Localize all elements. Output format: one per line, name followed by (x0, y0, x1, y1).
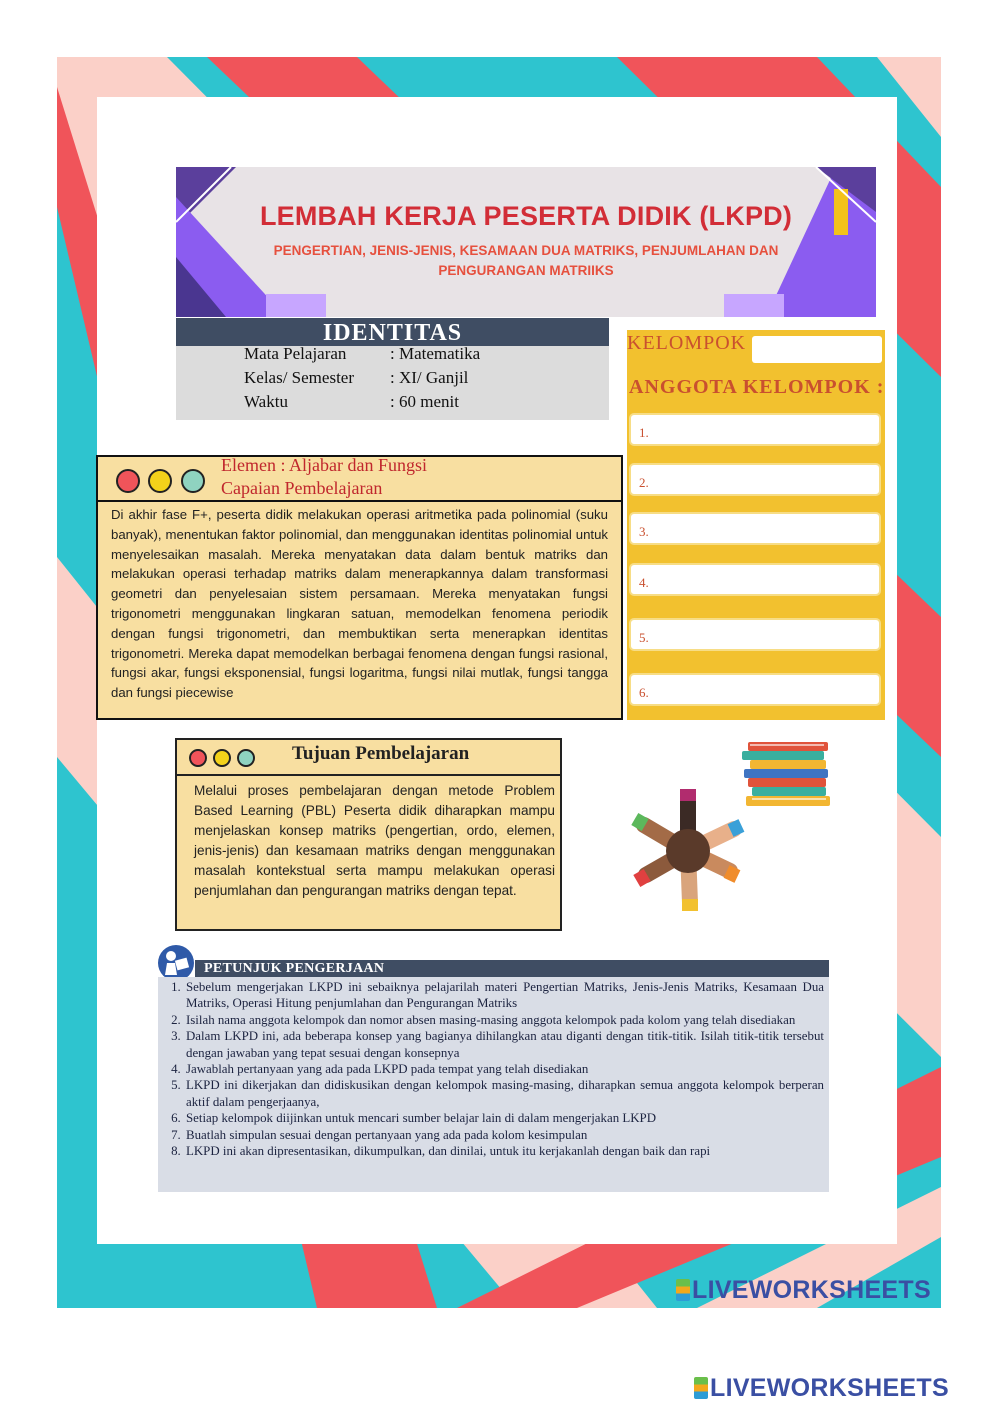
identitas-table (176, 346, 609, 420)
anggota-input-6[interactable]: 6. (629, 673, 881, 706)
tujuan-header (175, 738, 562, 776)
anggota-input-1[interactable]: 1. (629, 413, 881, 446)
red-dot-icon (189, 749, 207, 767)
teamwork-hands-icon (630, 785, 750, 913)
reading-person-icon (158, 945, 194, 981)
petunjuk-item: 8. LKPD ini akan dipresentasikan, dikumpulkan, dan dinilai, untuk itu kerjakanlah dengan baik dan rapi (184, 1143, 824, 1159)
petunjuk-body (158, 977, 829, 1192)
anggota-input-3[interactable]: 3. (629, 512, 881, 545)
subtitle-line-1: PENGERTIAN, JENIS-JENIS, KESAMAAN DUA MATRIKS, PENJUMLAHAN DAN (273, 243, 779, 258)
petunjuk-item: 7. Buatlah simpulan sesuai dengan pertanyaan yang ada pada kolom kesimpulan (184, 1127, 824, 1143)
anggota-input-2[interactable]: 2. (629, 463, 881, 496)
logo-text: LIVEWORKSHEETS (692, 1276, 931, 1304)
identitas-value: Matematika (398, 344, 481, 363)
petunjuk-header (195, 960, 829, 977)
petunjuk-item: 2. Isilah nama anggota kelompok dan nomor absen masing-masing anggota kelompok pada kolom yang telah disediakan (184, 1012, 824, 1028)
books-icon (738, 740, 834, 810)
petunjuk-list (158, 979, 824, 1159)
elemen-label: Elemen : Aljabar dan Fungsi (221, 455, 427, 475)
liveworksheets-logo-footer[interactable] (694, 1374, 949, 1403)
petunjuk-item: 5. LKPD ini dikerjakan dan didiskusikan dengan kelompok masing-masing, diharapkan semua anggota kelompok berperan aktif dalam pengerjaanya, (184, 1077, 824, 1110)
logo-text: LIVEWORKSHEETS (710, 1374, 949, 1402)
identitas-key: Waktu (244, 392, 288, 411)
kelompok-label: KELOMPOK (627, 332, 747, 354)
yellow-dot-icon (213, 749, 231, 767)
identitas-heading: IDENTITAS (176, 318, 609, 346)
identitas-row-subject (244, 344, 480, 364)
header-banner (176, 167, 876, 317)
identitas-sep: : (390, 368, 395, 387)
liveworksheets-logo-inner (676, 1276, 931, 1305)
petunjuk-item: 6. Setiap kelompok diijinkan untuk mencari sumber belajar lain di dalam mengerjakan LKPD (184, 1110, 824, 1126)
anggota-input-5[interactable]: 5. (629, 618, 881, 651)
identitas-key: Mata Pelajaran (244, 344, 347, 363)
capaian-header (96, 455, 623, 502)
identitas-value: XI/ Ganjil (398, 368, 469, 387)
yellow-dot-icon (148, 469, 172, 493)
reading-person-glyph (158, 945, 194, 981)
kelompok-panel (627, 330, 885, 720)
petunjuk-item: 1. Sebelum mengerjakan LKPD ini sebaiknya pelajarilah materi Pengertian Matriks, Jenis-Jenis Matriks, Kesamaan Dua Matriks, Operasi Hitung penjumlahan dan Pengurangan Matriks (184, 979, 824, 1012)
liveworksheets-mark-icon (676, 1279, 690, 1301)
anggota-label: ANGGOTA KELOMPOK : (629, 376, 885, 398)
red-dot-icon (116, 469, 140, 493)
identitas-row-class (244, 368, 468, 388)
identitas-sep: : (390, 344, 395, 363)
subtitle-line-2: PENGURANGAN MATRIIKS (438, 263, 614, 278)
capaian-label: Capaian Pembelajaran (221, 478, 383, 498)
liveworksheets-mark-icon (694, 1377, 708, 1399)
petunjuk-item: 3. Dalam LKPD ini, ada beberapa konsep yang bagianya dihilangkan atau diganti dengan titik-titik. Isilah titik-titik tersebut dengan jawaban yang tepat sesuai dengan konsepnya (184, 1028, 824, 1061)
identitas-key: Kelas/ Semester (244, 368, 354, 387)
teal-dot-icon (181, 469, 205, 493)
tujuan-text: Melalui proses pembelajaran dengan metode Problem Based Learning (PBL) Peserta didik diharapkan mampu menjelaskan konsep matriks (pengertian, ordo, elemen, jenis-jenis) dan kesamaan matriks dengan menggunakan masalah kontekstual serta mampu melakukan operasi penjumlahan dan pengurangan matriks dengan tepat. (175, 776, 562, 931)
identitas-sep: : (390, 392, 395, 411)
capaian-text: Di akhir fase F+, peserta didik melakukan operasi aritmetika pada polinomial (suku banyak), menentukan faktor polinomial, dan menggunakan identitas polinomial untuk menyelesaikan masalah. Mereka menyatakan data dalam bentuk matriks dan melakukan operasi terhadap matriks dalam menerapkannya dalam transformasi geometri dan penyelesaian sistem persamaan. Mereka menyatakan fungsi trigonometri menggunakan lingkaran satuan, memodelkan fenomena periodik dengan fungsi trigonometri, dan membuktikan serta menerapkan identitas trigonometri. Mereka dapat memodelkan berbagai fenomena dengan fungsi rasional, fungsi akar, fungsi eksponensial, fungsi logaritma, fungsi nilai mutlak, fungsi tangga dan fungsi piecewise (96, 502, 623, 720)
petunjuk-label: PETUNJUK PENGERJAAN (204, 961, 385, 976)
petunjuk-item: 4. Jawablah pertanyaan yang ada pada LKPD pada tempat yang telah disediakan (184, 1061, 824, 1077)
teal-dot-icon (237, 749, 255, 767)
page-title: LEMBAH KERJA PESERTA DIDIK (LKPD) (259, 201, 793, 231)
identitas-row-time (244, 392, 459, 412)
kelompok-input[interactable] (752, 336, 882, 363)
page-subtitle (216, 241, 836, 281)
tujuan-label: Tujuan Pembelajaran (292, 743, 470, 764)
identitas-value: 60 menit (398, 392, 459, 411)
anggota-input-4[interactable]: 4. (629, 563, 881, 596)
